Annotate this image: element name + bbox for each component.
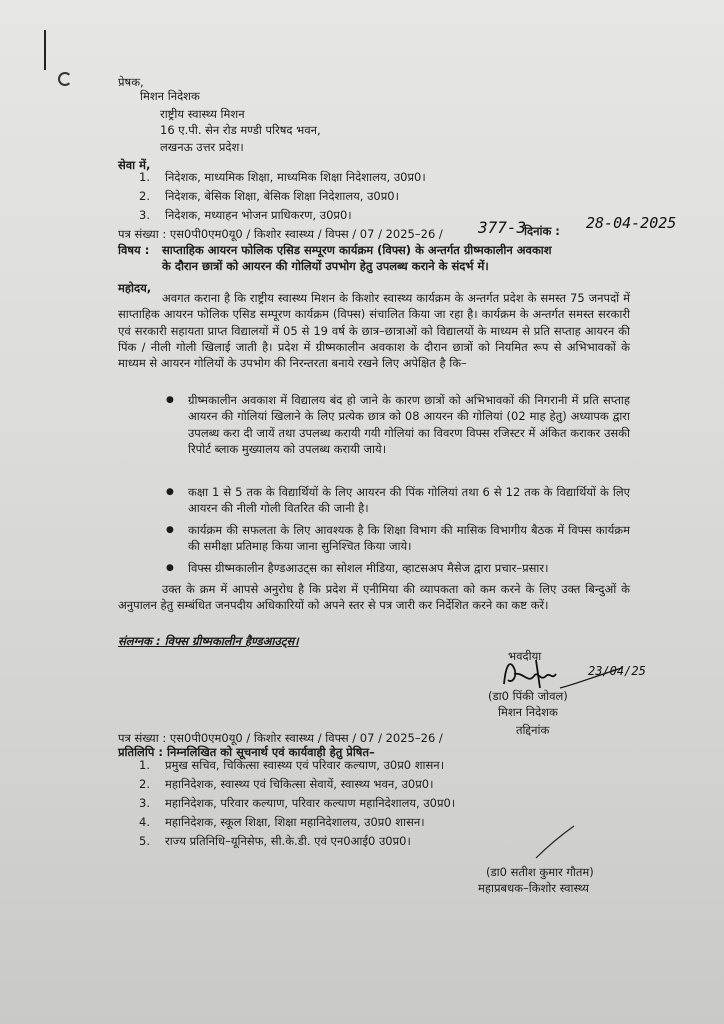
copy-label: प्रतिलिपि : निम्नलिखित को सूचनार्थ एवं कार्यवाही हेतु प्रेषित–	[118, 745, 375, 759]
sender-address-line1: 16 ए.पी. सेन रोड मण्डी परिषद भवन,	[160, 123, 321, 137]
bullet-point-4: ● विफ्स ग्रीष्मकालीन हैण्डआउट्स का सोशल मीडिया, व्हाटसअप मैसेज द्वारा प्रचार–प्रसार।	[188, 560, 630, 576]
handwritten-date: 28-04-2025	[586, 214, 677, 232]
scan-edge-mark	[44, 30, 46, 70]
body-paragraph-1: अवगत कराना है कि राष्ट्रीय स्वास्थ्य मिशन के किशोर स्वास्थ्य कार्यक्रम के अन्तर्गत प्रदेश के समस्त 75 जनपदों में साप्ताहिक आयरन फोलिक एसिड सम्पूरण कार्यक्रम (विफ्स) संचालित किया जा रहा है। कार्यक्रम के अन्तर्गत समस्त सरकारी एवं सरकारी सहायता प्राप्त विद्यालयों में 05 से 19 वर्ष के छात्र–छात्राओं को विद्यालयों के माध्यम से प्रति सप्ताह आयरन की पिंक / नीली गोली खिलाई जाती है। प्रदेश में ग्रीष्मकालीन अवकाश के दौरान छात्रों को नियमित रूप से अभिभावकों के माध्यम से आयरन गोलियों के उपभोग की निरन्तरता बनाये रखने लिए अपेक्षित है कि–	[118, 291, 630, 371]
recipients-label: सेवा में,	[118, 158, 151, 172]
sender-address-line2: लखनऊ उत्तर प्रदेश।	[160, 140, 244, 154]
footer-signatory-title: महाप्रबधक–किशोर स्वास्थ्य	[478, 881, 589, 895]
recipient-item: 2. निदेशक, बेसिक शिक्षा, बेसिक शिक्षा निदेशालय, उ0प्र0।	[139, 189, 399, 203]
signature-date: 23/04/25	[588, 664, 646, 678]
signature-satish-kumar-gautam	[530, 822, 580, 862]
signatory-name: (डा0 पिंकी जोवल)	[488, 689, 568, 703]
bullet-point-2: ● कक्षा 1 से 5 तक के विद्यार्थियों के लिए आयरन की पिंक गोलियां तथा 6 से 12 तक के विद्यार्थियों के लिए आयरन की नीली गोली वितरित की जानी है।	[188, 484, 630, 517]
footer-signatory-name: (डा0 सतीश कुमार गौतम)	[486, 865, 594, 879]
copy-recipient-item: 2. महानिदेशक, स्वास्थ्य एवं चिकित्सा सेवायें, स्वास्थ्य भवन, उ0प्र0।	[139, 777, 434, 791]
closing-word: भवदीया	[508, 649, 542, 663]
copy-recipient-item: 5. राज्य प्रतिनिधि–यूनिसेफ, सी.के.डी. एवं एन0आई0 उ0प्र0।	[139, 834, 411, 848]
subject-label: विषय :	[118, 243, 150, 257]
date-label: दिनांक :	[524, 224, 560, 238]
copy-recipients-list	[139, 756, 456, 851]
recipient-item: 1. निदेशक, माध्यमिक शिक्षा, माध्यमिक शिक्षा निदेशालय, उ0प्र0।	[139, 170, 426, 184]
copy-recipient-item: 1. प्रमुख सचिव, चिकित्सा स्वास्थ्य एवं परिवार कल्याण, उ0प्र0 शासन।	[139, 758, 445, 772]
recipient-item: 3. निदेशक, मध्याहन भोजन प्राधिकरण, उ0प्र0।	[139, 208, 352, 222]
sender-label: प्रेषक,	[118, 75, 144, 89]
subject-line2: के दौरान छात्रों को आयरन की गोलियों उपभोग हेतु उपलब्ध कराने के संदर्भ में।	[162, 259, 489, 273]
signatory-title: मिशन निदेशक	[498, 705, 558, 719]
copy-recipient-item: 4. महानिदेशक, स्कूल शिक्षा, शिक्षा महानिदेशालय, उ0प्र0 शासन।	[139, 815, 425, 829]
same-date-label: तद्दिनांक	[516, 723, 550, 737]
copy-reference-number: पत्र संख्या : एस0पी0एम0यू0 / किशोर स्वास्थ्य / विफ्स / 07 / 2025–26 /	[118, 731, 443, 745]
reference-number: पत्र संख्या : एस0पी0एम0यू0 / किशोर स्वास्थ्य / विफ्स / 07 / 2025–26 /	[118, 227, 443, 241]
punch-hole-mark	[58, 72, 72, 86]
bullet-point-3: ● कार्यक्रम की सफलता के लिए आवश्यक है कि शिक्षा विभाग की मासिक विभागीय बैठक में विफ्स कार्यक्रम की समीक्षा प्रतिमाह किया जाना सुनिश्चित किया जाये।	[188, 522, 630, 555]
handwritten-letter-number: 377-3	[478, 218, 527, 237]
sender-name: मिशन निदेशक	[140, 89, 200, 103]
enclosure-note: संलग्नक : विफ्स ग्रीष्मकालीन हैण्डआउट्स।	[118, 634, 299, 648]
body-paragraph-2: उक्त के क्रम में आपसे अनुरोध है कि प्रदेश में एनीमिया की व्यापकता को कम करने के लिए उक्त बिन्दुओं के अनुपालन हेतु सम्बंधित जनपदीय अधिकारियों को अपने स्तर से पत्र जारी कर निर्देशित करने का कष्ट करें।	[118, 582, 630, 613]
sender-org: राष्ट्रीय स्वास्थ्य मिशन	[160, 107, 245, 121]
bullet-point-1: ● ग्रीष्मकालीन अवकाश में विद्यालय बंद हो जाने के कारण छात्रों को अभिभावकों की निगरानी में प्रति सप्ताह आयरन की गोलियां खिलाने के लिए प्रत्येक छात्र को 08 आयरन की गोलियां (02 माह हेतु) अध्यापक द्वारा उपलब्ध करा दी जायें तथा उपलब्ध करायी गयी गोलियां का विवरण विफ्स रजिस्टर में अंकित कराकर उसकी रिपोर्ट ब्लाक मुख्यालय को उपलब्ध करायी जाये।	[188, 392, 630, 457]
copy-recipient-item: 3. महानिदेशक, परिवार कल्याण, परिवार कल्याण महानिदेशालय, उ0प्र0।	[139, 796, 456, 810]
subject-line1: साप्ताहिक आयरन फोलिक एसिड सम्पूरण कार्यक्रम (विफ्स) के अन्तर्गत ग्रीष्मकालीन अवकाश	[162, 243, 552, 257]
salutation: महोदय,	[118, 281, 152, 295]
recipients-list	[139, 168, 426, 225]
